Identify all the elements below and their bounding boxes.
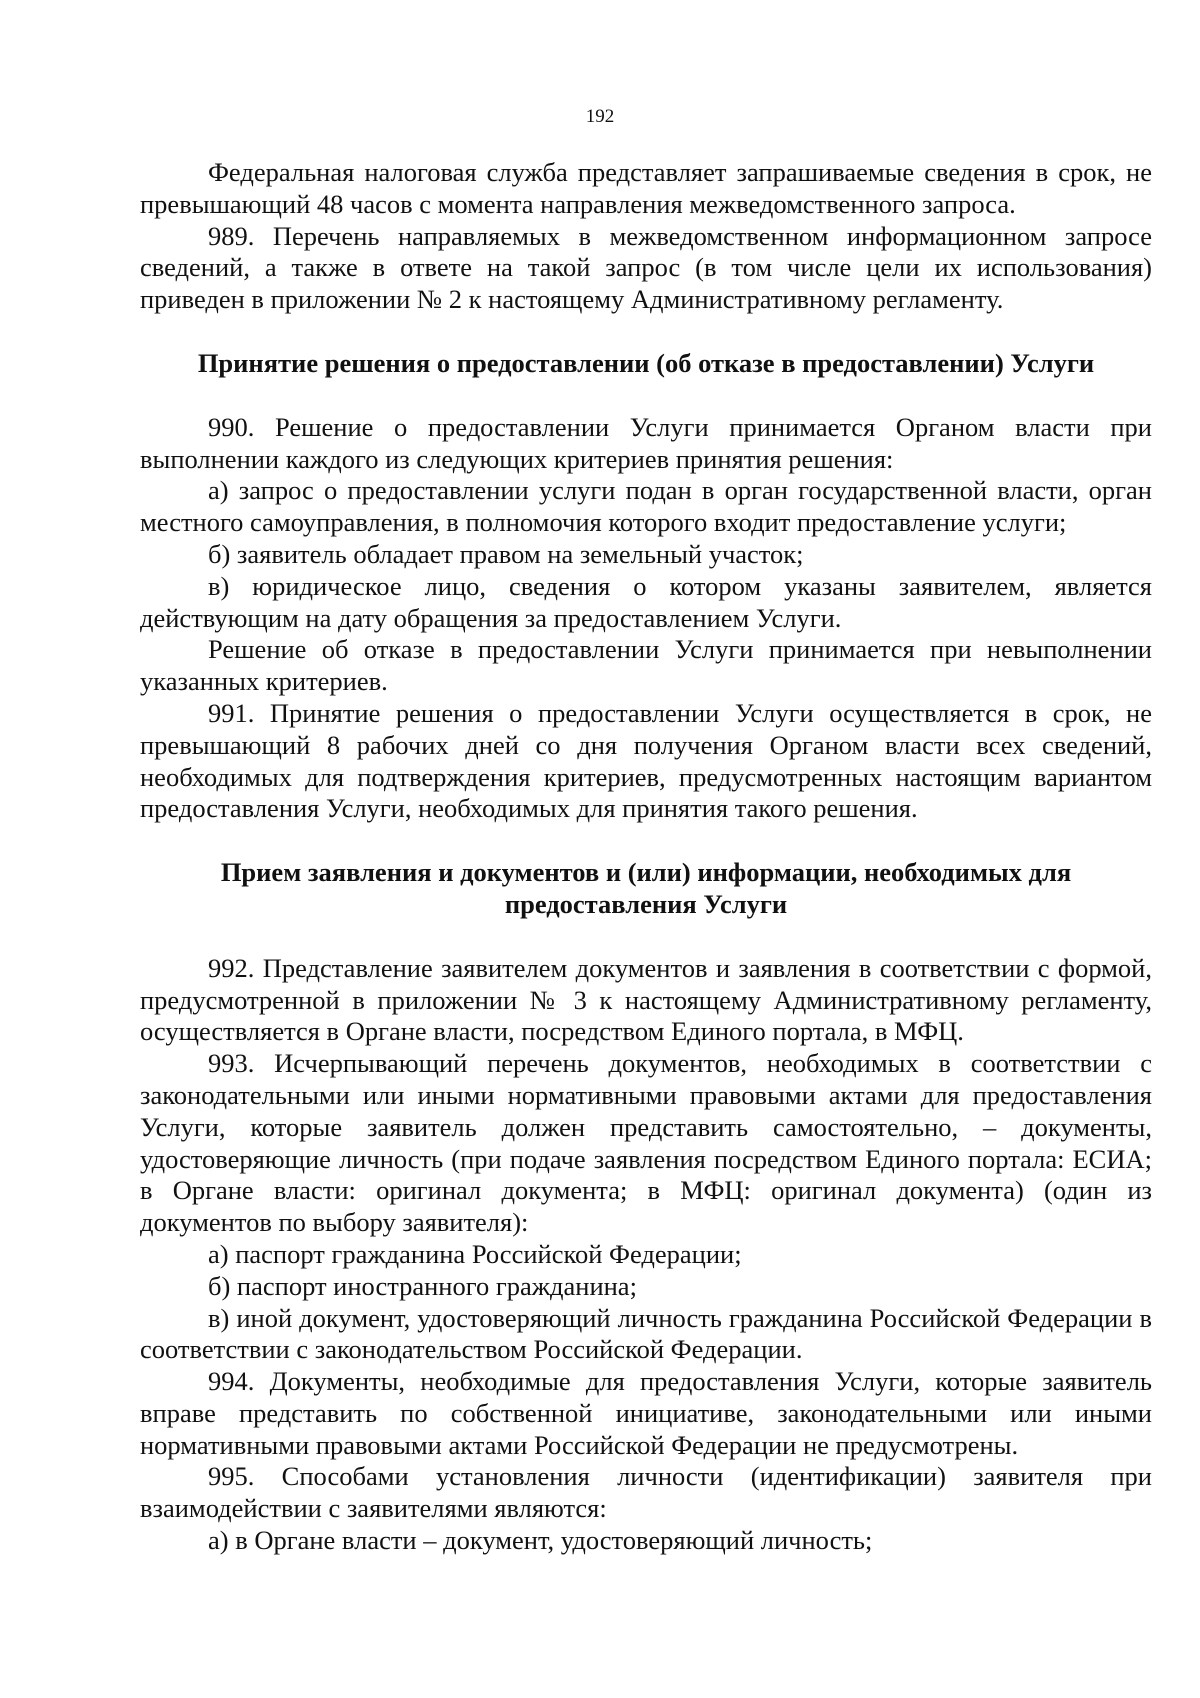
document-body — [140, 157, 1152, 1557]
list-item: б) паспорт иностранного гражданина; — [208, 1270, 637, 1301]
list-item: а) в Органе власти – документ, удостоверяющий личность; — [208, 1525, 873, 1556]
paragraph: 993. Исчерпывающий перечень документов, необходимых в соответствии с законодательными или иными нормативными правовыми актами для предоставления Услуги, которые заявитель должен представить самостоятельно, – документы, удостоверяющие личность (при подаче заявления посредством Единого портала: ЕСИА; в Органе власти: оригинал документа; в МФЦ: оригинал документа) (один из документов по выбору заявителя): — [140, 1048, 1152, 1238]
paragraph: 989. Перечень направляемых в межведомственном информационном запросе сведений, а также в ответе на такой запрос (в том числе цели их использования) приведен в приложении № 2 к настоящему Административному регламенту. — [140, 220, 1152, 315]
paragraph: 992. Представление заявителем документов и заявления в соответствии с формой, предусмотренной в приложении № 3 к настоящему Административному регламенту, осуществляется в Органе власти, посредством Единого портала, в МФЦ. — [140, 952, 1152, 1047]
paragraph: 994. Документы, необходимые для предоставления Услуги, которые заявитель вправе представить по собственной инициативе, законодательными или иными нормативными правовыми актами Российской Федерации не предусмотрены. — [140, 1366, 1152, 1460]
paragraph: 995. Способами установления личности (идентификации) заявителя при взаимодействии с заявителями являются: — [140, 1461, 1152, 1524]
list-item: б) заявитель обладает правом на земельный участок; — [208, 538, 804, 569]
section-heading-line: предоставления Услуги — [504, 888, 788, 919]
paragraph: Решение об отказе в предоставлении Услуги принимается при невыполнении указанных критериев. — [140, 634, 1152, 697]
list-item: в) иной документ, удостоверяющий личность гражданина Российской Федерации в соответствии с законодательством Российской Федерации. — [140, 1302, 1152, 1365]
page-number: 192 — [585, 106, 615, 127]
list-item: а) паспорт гражданина Российской Федерации; — [208, 1238, 742, 1269]
section-heading-line: Прием заявления и документов и (или) информации, необходимых для — [220, 857, 1072, 888]
paragraph: 991. Принятие решения о предоставлении Услуги осуществляется в срок, не превышающий 8 рабочих дней со дня получения Органом власти всех сведений, необходимых для подтверждения критериев, предусмотренных настоящим вариантом предоставления Услуги, необходимых для принятия такого решения. — [140, 697, 1152, 824]
list-item: а) запрос о предоставлении услуги подан в орган государственной власти, орган местного самоуправления, в полномочия которого входит предоставление услуги; — [140, 475, 1152, 538]
paragraph: Федеральная налоговая служба представляет запрашиваемые сведения в срок, не превышающий 48 часов с момента направления межведомственного запроса. — [140, 157, 1152, 219]
paragraph: 990. Решение о предоставлении Услуги принимается Органом власти при выполнении каждого из следующих критериев принятия решения: — [140, 411, 1152, 474]
section-heading — [140, 857, 1152, 921]
section-heading: Принятие решения о предоставлении (об отказе в предоставлении) Услуги — [197, 347, 1095, 378]
list-item: в) юридическое лицо, сведения о котором указаны заявителем, является действующим на дату обращения за предоставлением Услуги. — [140, 570, 1152, 633]
